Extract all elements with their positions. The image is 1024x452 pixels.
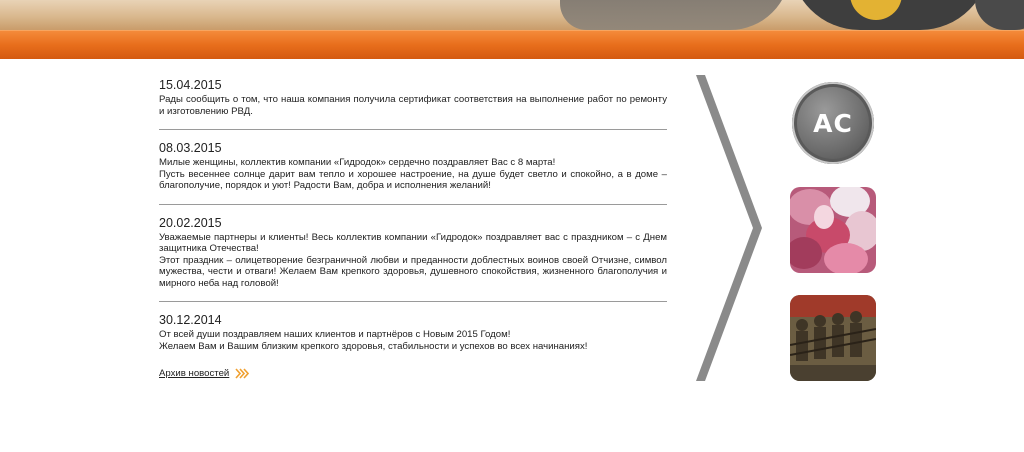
news-archive-link[interactable] xyxy=(159,368,249,379)
news-list xyxy=(159,78,667,352)
news-item xyxy=(159,141,667,205)
news-item xyxy=(159,216,667,303)
news-date: 08.03.2015 xyxy=(159,141,222,155)
news-text: Рады сообщить о том, что наша компания получила сертификат соответствия на выполнение работ по ремонту и изготовлению РВД. xyxy=(159,94,667,117)
chevron-divider-icon xyxy=(694,75,764,381)
news-item xyxy=(159,313,667,352)
news-archive-label[interactable]: Архив новостей xyxy=(159,368,230,379)
news-text: От всей души поздравляем наших клиентов и партнёров с Новым 2015 Годом! Желаем Вам и Вашим близким крепкого здоровья, стабильности и успехов во всех начинаниях! xyxy=(159,329,588,352)
double-chevron-right-icon xyxy=(235,368,249,379)
news-date: 15.04.2015 xyxy=(159,78,222,92)
header-banner-image xyxy=(0,0,1024,30)
news-date: 20.02.2015 xyxy=(159,215,222,230)
tulips-photo[interactable] xyxy=(790,187,876,273)
news-text: Милые женщины, коллектив компании «Гидродок» сердечно поздравляет Вас с 8 марта! Пусть весеннее солнце дарит вам тепло и хорошее настроение, на душе будет светло и спокойно, а в доме – благополучие, порядок и уют! Радости Вам, добра и исполнения желаний! xyxy=(159,157,667,191)
header-orange-bar xyxy=(0,30,1024,59)
news-date: 30.12.2014 xyxy=(159,313,222,327)
certificate-coin-label: AC xyxy=(813,108,853,138)
soldiers-parade-photo[interactable] xyxy=(790,295,876,381)
news-text: Уважаемые партнеры и клиенты! Весь коллектив компании «Гидродок» поздравляет вас с праздником – с Днем защитника Отечества! Этот праздник – олицетворение безграничной любви и преданности доблестных воинов своей Отчизне, символ мужества, чести и отваги! Желаем Вам крепкого здоровья, душевного спокойствия, жизненного благополучия и мирного неба над головой! xyxy=(159,231,667,289)
news-item xyxy=(159,78,667,130)
certificate-coin-icon[interactable] xyxy=(792,82,874,164)
